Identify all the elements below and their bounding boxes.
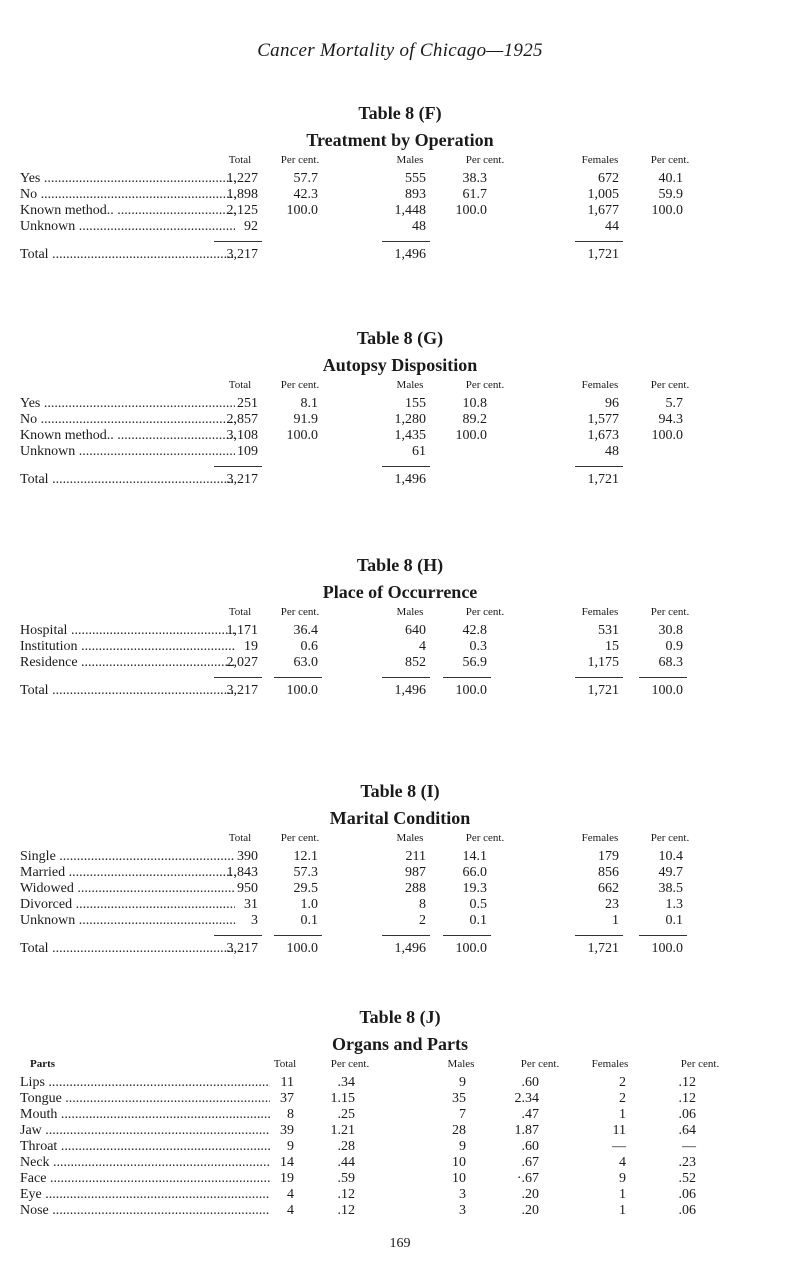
cell-value: 1,843 bbox=[226, 865, 258, 880]
cell-value: 1 bbox=[612, 913, 619, 928]
row-label: Residence ..... bbox=[20, 655, 235, 671]
cell-value: 5.7 bbox=[665, 396, 683, 411]
cell-value: 38.3 bbox=[462, 171, 487, 186]
cell-value: .12 bbox=[678, 1075, 696, 1090]
cell-value: 36.4 bbox=[293, 623, 318, 638]
total-value: 1,496 bbox=[394, 472, 426, 487]
cell-value: 42.3 bbox=[293, 187, 318, 202]
total-rule bbox=[575, 466, 623, 467]
cell-value: 1.15 bbox=[330, 1091, 355, 1106]
cell-value: 37 bbox=[280, 1091, 294, 1106]
table-row bbox=[0, 655, 800, 671]
cell-value: 66.0 bbox=[462, 865, 487, 880]
column-header: Total bbox=[228, 154, 252, 166]
total-rule bbox=[382, 241, 430, 242]
row-label: Nose ..... bbox=[20, 1203, 270, 1219]
cell-value: 390 bbox=[237, 849, 258, 864]
total-rule bbox=[575, 935, 623, 936]
table-row bbox=[0, 187, 800, 203]
row-label: Throat ..... bbox=[20, 1139, 270, 1155]
total-rule bbox=[443, 935, 491, 936]
cell-value: 29.5 bbox=[293, 881, 318, 896]
table-row bbox=[0, 219, 800, 235]
cell-value: 3 bbox=[459, 1187, 466, 1202]
total-value: 100.0 bbox=[286, 941, 318, 956]
cell-value: 59.9 bbox=[658, 187, 683, 202]
cell-value: 1,005 bbox=[587, 187, 619, 202]
cell-value: .60 bbox=[521, 1139, 539, 1154]
cell-value: 57.3 bbox=[293, 865, 318, 880]
row-label: Hospital ..... bbox=[20, 623, 235, 639]
total-rule-row bbox=[0, 235, 800, 247]
table-title: Organs and Parts bbox=[331, 1034, 468, 1054]
total-rule bbox=[214, 677, 262, 678]
cell-value: .23 bbox=[678, 1155, 696, 1170]
total-value: 100.0 bbox=[455, 683, 487, 698]
cell-value: 662 bbox=[598, 881, 619, 896]
column-header: Females bbox=[581, 832, 619, 844]
total-rule-row bbox=[0, 929, 800, 941]
total-value: 100.0 bbox=[651, 683, 683, 698]
cell-value: 1 bbox=[619, 1187, 626, 1202]
column-header: Females bbox=[591, 1058, 629, 1070]
cell-value: — bbox=[682, 1139, 696, 1154]
cell-value: .34 bbox=[337, 1075, 355, 1090]
table-number: Table 8 (H) bbox=[356, 555, 444, 575]
column-header: Per cent. bbox=[520, 1058, 560, 1070]
row-label: Eye ..... bbox=[20, 1187, 270, 1203]
cell-value: 91.9 bbox=[293, 412, 318, 427]
cell-value: 23 bbox=[605, 897, 619, 912]
cell-value: .20 bbox=[521, 1203, 539, 1218]
cell-value: .25 bbox=[337, 1107, 355, 1122]
cell-value: .52 bbox=[678, 1171, 696, 1186]
cell-value: 531 bbox=[598, 623, 619, 638]
cell-value: 19 bbox=[244, 639, 258, 654]
total-rule bbox=[214, 466, 262, 467]
column-header: Per cent. bbox=[465, 606, 505, 618]
table-row bbox=[0, 913, 800, 929]
cell-value: 1 bbox=[619, 1107, 626, 1122]
table-row bbox=[0, 1187, 800, 1203]
cell-value: 44 bbox=[605, 219, 619, 234]
cell-value: 12.1 bbox=[293, 849, 318, 864]
cell-value: 9 bbox=[287, 1139, 294, 1154]
cell-value: 672 bbox=[598, 171, 619, 186]
cell-value: 92 bbox=[244, 219, 258, 234]
cell-value: 0.9 bbox=[665, 639, 683, 654]
row-label: Known method.. ..... bbox=[20, 203, 235, 219]
row-label: No ..... bbox=[20, 412, 235, 428]
table-row bbox=[0, 865, 800, 881]
cell-value: 31 bbox=[244, 897, 258, 912]
cell-value: 1,171 bbox=[226, 623, 258, 638]
row-label: Face ..... bbox=[20, 1171, 270, 1187]
cell-value: 640 bbox=[405, 623, 426, 638]
cell-value: 30.8 bbox=[658, 623, 683, 638]
total-row bbox=[0, 472, 800, 488]
total-rule bbox=[214, 935, 262, 936]
table-row bbox=[0, 1139, 800, 1155]
row-label: Yes ..... bbox=[20, 396, 235, 412]
cell-value: 7 bbox=[459, 1107, 466, 1122]
column-header: Total bbox=[228, 832, 252, 844]
table-header-row bbox=[0, 379, 800, 396]
cell-value: .60 bbox=[521, 1075, 539, 1090]
column-header: Per cent. bbox=[280, 606, 320, 618]
cell-value: .47 bbox=[521, 1107, 539, 1122]
row-label: Married ..... bbox=[20, 865, 235, 881]
table-section bbox=[0, 325, 800, 488]
total-label: Total ..... bbox=[20, 247, 235, 263]
cell-value: 987 bbox=[405, 865, 426, 880]
cell-value: 100.0 bbox=[286, 428, 318, 443]
label-header: Parts bbox=[30, 1058, 56, 1070]
cell-value: 1.87 bbox=[514, 1123, 539, 1138]
total-label: Total ..... bbox=[20, 683, 235, 699]
cell-value: 1,673 bbox=[587, 428, 619, 443]
cell-value: 1,677 bbox=[587, 203, 619, 218]
cell-value: 9 bbox=[459, 1075, 466, 1090]
cell-value: 555 bbox=[405, 171, 426, 186]
table-row bbox=[0, 428, 800, 444]
total-rule bbox=[382, 935, 430, 936]
row-label: Lips ..... bbox=[20, 1075, 270, 1091]
total-value: 1,496 bbox=[394, 683, 426, 698]
cell-value: 1,898 bbox=[226, 187, 258, 202]
cell-value: 251 bbox=[237, 396, 258, 411]
table-section bbox=[0, 778, 800, 957]
cell-value: .67 bbox=[521, 1155, 539, 1170]
table-row bbox=[0, 881, 800, 897]
table-title: Place of Occurrence bbox=[322, 582, 478, 602]
total-rule bbox=[639, 677, 687, 678]
cell-value: 2,027 bbox=[226, 655, 258, 670]
column-header: Per cent. bbox=[280, 379, 320, 391]
cell-value: 211 bbox=[405, 849, 426, 864]
row-label: Unknown ..... bbox=[20, 444, 235, 460]
column-header: Per cent. bbox=[650, 606, 690, 618]
table-section bbox=[0, 1004, 800, 1219]
total-label: Total ..... bbox=[20, 941, 235, 957]
cell-value: 14.1 bbox=[462, 849, 487, 864]
cell-value: 1.3 bbox=[665, 897, 683, 912]
cell-value: 1 bbox=[619, 1203, 626, 1218]
cell-value: 10 bbox=[452, 1171, 466, 1186]
cell-value: 9 bbox=[619, 1171, 626, 1186]
cell-value: 9 bbox=[459, 1139, 466, 1154]
row-label: Known method.. ..... bbox=[20, 428, 235, 444]
table-row bbox=[0, 412, 800, 428]
cell-value: 63.0 bbox=[293, 655, 318, 670]
cell-value: 155 bbox=[405, 396, 426, 411]
cell-value: 39 bbox=[280, 1123, 294, 1138]
table-row bbox=[0, 897, 800, 913]
cell-value: 100.0 bbox=[651, 203, 683, 218]
cell-value: .06 bbox=[678, 1203, 696, 1218]
cell-value: 15 bbox=[605, 639, 619, 654]
cell-value: 8 bbox=[419, 897, 426, 912]
total-rule bbox=[274, 677, 322, 678]
cell-value: 2 bbox=[619, 1091, 626, 1106]
table-title: Autopsy Disposition bbox=[322, 355, 478, 375]
column-header: Males bbox=[396, 154, 424, 166]
row-label: Unknown ..... bbox=[20, 219, 235, 235]
column-header: Total bbox=[228, 606, 252, 618]
cell-value: 96 bbox=[605, 396, 619, 411]
cell-value: 109 bbox=[237, 444, 258, 459]
table-header-row bbox=[0, 606, 800, 623]
column-header: Males bbox=[396, 379, 424, 391]
table-number: Table 8 (J) bbox=[359, 1007, 441, 1027]
table-row bbox=[0, 1107, 800, 1123]
table-row bbox=[0, 1171, 800, 1187]
table-number: Table 8 (I) bbox=[360, 781, 440, 801]
table-row bbox=[0, 849, 800, 865]
cell-value: 0.1 bbox=[300, 913, 318, 928]
row-label: Neck ..... bbox=[20, 1155, 270, 1171]
row-label: Widowed ..... bbox=[20, 881, 235, 897]
table-row bbox=[0, 623, 800, 639]
cell-value: 11 bbox=[280, 1075, 294, 1090]
column-header: Males bbox=[447, 1058, 475, 1070]
cell-value: 4 bbox=[287, 1187, 294, 1202]
column-header: Per cent. bbox=[280, 832, 320, 844]
cell-value: 1,227 bbox=[226, 171, 258, 186]
total-row bbox=[0, 941, 800, 957]
table-row bbox=[0, 203, 800, 219]
cell-value: 49.7 bbox=[658, 865, 683, 880]
cell-value: 14 bbox=[280, 1155, 294, 1170]
column-header: Females bbox=[581, 606, 619, 618]
column-header: Males bbox=[396, 832, 424, 844]
table-row bbox=[0, 444, 800, 460]
cell-value: .59 bbox=[337, 1171, 355, 1186]
table-row bbox=[0, 396, 800, 412]
table-row bbox=[0, 1091, 800, 1107]
cell-value: 19.3 bbox=[462, 881, 487, 896]
total-value: 1,721 bbox=[587, 247, 619, 262]
column-header: Per cent. bbox=[330, 1058, 370, 1070]
total-value: 3,217 bbox=[226, 247, 258, 262]
table-header-row bbox=[0, 154, 800, 171]
cell-value: 28 bbox=[452, 1123, 466, 1138]
cell-value: 0.6 bbox=[300, 639, 318, 654]
cell-value: 950 bbox=[237, 881, 258, 896]
cell-value: 38.5 bbox=[658, 881, 683, 896]
cell-value: 100.0 bbox=[286, 203, 318, 218]
cell-value: 179 bbox=[598, 849, 619, 864]
cell-value: 0.5 bbox=[469, 897, 487, 912]
cell-value: 57.7 bbox=[293, 171, 318, 186]
cell-value: 10 bbox=[452, 1155, 466, 1170]
column-header: Per cent. bbox=[465, 154, 505, 166]
cell-value: 89.2 bbox=[462, 412, 487, 427]
cell-value: 8 bbox=[287, 1107, 294, 1122]
cell-value: 100.0 bbox=[455, 203, 487, 218]
column-header: Females bbox=[581, 154, 619, 166]
cell-value: 3,108 bbox=[226, 428, 258, 443]
total-value: 3,217 bbox=[226, 941, 258, 956]
total-value: 3,217 bbox=[226, 683, 258, 698]
cell-value: 42.8 bbox=[462, 623, 487, 638]
cell-value: 3 bbox=[251, 913, 258, 928]
cell-value: 61.7 bbox=[462, 187, 487, 202]
total-row bbox=[0, 683, 800, 699]
total-rule-row bbox=[0, 460, 800, 472]
cell-value: 0.1 bbox=[469, 913, 487, 928]
cell-value: .12 bbox=[337, 1187, 355, 1202]
cell-value: 4 bbox=[419, 639, 426, 654]
cell-value: .20 bbox=[521, 1187, 539, 1202]
total-value: 1,721 bbox=[587, 472, 619, 487]
cell-value: 856 bbox=[598, 865, 619, 880]
total-rule-row bbox=[0, 671, 800, 683]
row-label: No ..... bbox=[20, 187, 235, 203]
total-value: 1,496 bbox=[394, 941, 426, 956]
cell-value: — bbox=[612, 1139, 626, 1154]
table-row bbox=[0, 1123, 800, 1139]
row-label: Institution ..... bbox=[20, 639, 235, 655]
table-section bbox=[0, 100, 800, 263]
row-label: Divorced ..... bbox=[20, 897, 235, 913]
total-value: 100.0 bbox=[651, 941, 683, 956]
total-rule bbox=[575, 241, 623, 242]
column-header: Per cent. bbox=[680, 1058, 720, 1070]
cell-value: 40.1 bbox=[658, 171, 683, 186]
cell-value: 8.1 bbox=[300, 396, 318, 411]
page-number: 169 bbox=[389, 1236, 411, 1251]
total-value: 1,496 bbox=[394, 247, 426, 262]
total-value: 1,721 bbox=[587, 941, 619, 956]
cell-value: .12 bbox=[678, 1091, 696, 1106]
cell-value: .28 bbox=[337, 1139, 355, 1154]
table-header-row bbox=[0, 832, 800, 849]
column-header: Females bbox=[581, 379, 619, 391]
total-rule bbox=[274, 935, 322, 936]
total-label: Total ..... bbox=[20, 472, 235, 488]
cell-value: 10.4 bbox=[658, 849, 683, 864]
table-row bbox=[0, 171, 800, 187]
cell-value: 1.0 bbox=[300, 897, 318, 912]
total-rule bbox=[639, 935, 687, 936]
column-header: Total bbox=[228, 379, 252, 391]
row-label: Mouth ..... bbox=[20, 1107, 270, 1123]
cell-value: 94.3 bbox=[658, 412, 683, 427]
table-number: Table 8 (F) bbox=[358, 103, 442, 123]
column-header: Males bbox=[396, 606, 424, 618]
cell-value: 61 bbox=[412, 444, 426, 459]
cell-value: 2 bbox=[619, 1075, 626, 1090]
total-value: 1,721 bbox=[587, 683, 619, 698]
cell-value: 3 bbox=[459, 1203, 466, 1218]
table-row bbox=[0, 1155, 800, 1171]
cell-value: 1,435 bbox=[394, 428, 426, 443]
column-header: Per cent. bbox=[280, 154, 320, 166]
table-header-row bbox=[0, 1058, 800, 1075]
cell-value: .12 bbox=[337, 1203, 355, 1218]
table-title: Treatment by Operation bbox=[306, 130, 494, 150]
total-rule bbox=[214, 241, 262, 242]
cell-value: 48 bbox=[605, 444, 619, 459]
cell-value: 893 bbox=[405, 187, 426, 202]
cell-value: 4 bbox=[619, 1155, 626, 1170]
total-rule bbox=[443, 677, 491, 678]
table-row bbox=[0, 1075, 800, 1091]
cell-value: 100.0 bbox=[455, 428, 487, 443]
table-number: Table 8 (G) bbox=[356, 328, 444, 348]
cell-value: .06 bbox=[678, 1107, 696, 1122]
column-header: Per cent. bbox=[465, 832, 505, 844]
cell-value: 48 bbox=[412, 219, 426, 234]
cell-value: 19 bbox=[280, 1171, 294, 1186]
running-head: Cancer Mortality of Chicago—1925 bbox=[257, 40, 543, 61]
cell-value: 2.34 bbox=[514, 1091, 539, 1106]
cell-value: 11 bbox=[612, 1123, 626, 1138]
table-row bbox=[0, 639, 800, 655]
cell-value: .64 bbox=[678, 1123, 696, 1138]
column-header: Per cent. bbox=[650, 379, 690, 391]
column-header: Per cent. bbox=[650, 832, 690, 844]
cell-value: 1,280 bbox=[394, 412, 426, 427]
table-section bbox=[0, 552, 800, 699]
total-row bbox=[0, 247, 800, 263]
cell-value: 1,175 bbox=[587, 655, 619, 670]
cell-value: 35 bbox=[452, 1091, 466, 1106]
total-value: 3,217 bbox=[226, 472, 258, 487]
cell-value: 0.1 bbox=[665, 913, 683, 928]
table-title: Marital Condition bbox=[329, 808, 471, 828]
row-label: Jaw ..... bbox=[20, 1123, 270, 1139]
cell-value: 288 bbox=[405, 881, 426, 896]
column-header: Total bbox=[273, 1058, 297, 1070]
cell-value: 100.0 bbox=[651, 428, 683, 443]
cell-value: 0.3 bbox=[469, 639, 487, 654]
cell-value: 1,577 bbox=[587, 412, 619, 427]
total-rule bbox=[382, 466, 430, 467]
column-header: Per cent. bbox=[465, 379, 505, 391]
cell-value: 68.3 bbox=[658, 655, 683, 670]
total-value: 100.0 bbox=[455, 941, 487, 956]
cell-value: 56.9 bbox=[462, 655, 487, 670]
total-rule bbox=[382, 677, 430, 678]
row-label: Unknown ..... bbox=[20, 913, 235, 929]
cell-value: 1,448 bbox=[394, 203, 426, 218]
table-row bbox=[0, 1203, 800, 1219]
cell-value: 4 bbox=[287, 1203, 294, 1218]
row-label: Single ..... bbox=[20, 849, 235, 865]
column-header: Per cent. bbox=[650, 154, 690, 166]
cell-value: 2,857 bbox=[226, 412, 258, 427]
cell-value: .06 bbox=[678, 1187, 696, 1202]
cell-value: ·.67 bbox=[516, 1171, 539, 1186]
total-rule bbox=[575, 677, 623, 678]
cell-value: .44 bbox=[337, 1155, 355, 1170]
cell-value: 10.8 bbox=[462, 396, 487, 411]
cell-value: 2,125 bbox=[226, 203, 258, 218]
cell-value: 1.21 bbox=[330, 1123, 355, 1138]
cell-value: 2 bbox=[419, 913, 426, 928]
row-label: Tongue ..... bbox=[20, 1091, 270, 1107]
total-value: 100.0 bbox=[286, 683, 318, 698]
cell-value: 852 bbox=[405, 655, 426, 670]
row-label: Yes ..... bbox=[20, 171, 235, 187]
